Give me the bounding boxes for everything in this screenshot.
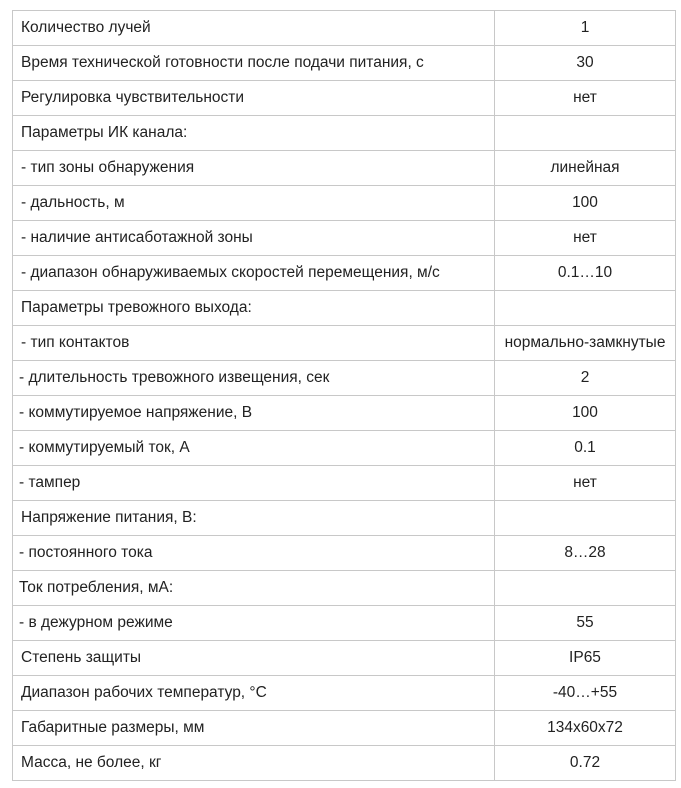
parameter-cell: Параметры ИК канала: bbox=[13, 116, 495, 151]
value-cell bbox=[495, 571, 676, 606]
parameter-cell: - длительность тревожного извещения, сек bbox=[13, 361, 495, 396]
table-row bbox=[13, 536, 676, 571]
table-row bbox=[13, 746, 676, 781]
table-row bbox=[13, 571, 676, 606]
table-row bbox=[13, 431, 676, 466]
value-cell bbox=[495, 501, 676, 536]
parameter-cell: - в дежурном режиме bbox=[13, 606, 495, 641]
value-cell: 30 bbox=[495, 46, 676, 81]
parameter-cell: - коммутируемое напряжение, В bbox=[13, 396, 495, 431]
table-row bbox=[13, 396, 676, 431]
parameter-cell: Регулировка чувствительности bbox=[13, 81, 495, 116]
parameter-cell: - тампер bbox=[13, 466, 495, 501]
table-row bbox=[13, 186, 676, 221]
value-cell bbox=[495, 291, 676, 326]
parameter-cell: - диапазон обнаруживаемых скоростей перемещения, м/с bbox=[13, 256, 495, 291]
table-row bbox=[13, 151, 676, 186]
parameter-cell: - тип контактов bbox=[13, 326, 495, 361]
parameter-cell: - наличие антисаботажной зоны bbox=[13, 221, 495, 256]
table-row bbox=[13, 711, 676, 746]
value-cell: нормально-замкнутые bbox=[495, 326, 676, 361]
value-cell: 8…28 bbox=[495, 536, 676, 571]
value-cell: IP65 bbox=[495, 641, 676, 676]
value-cell: 0.1…10 bbox=[495, 256, 676, 291]
parameter-cell: Диапазон рабочих температур, °С bbox=[13, 676, 495, 711]
table-row bbox=[13, 361, 676, 396]
table-row bbox=[13, 466, 676, 501]
table-row bbox=[13, 221, 676, 256]
value-cell: 134х60х72 bbox=[495, 711, 676, 746]
parameter-cell: - тип зоны обнаружения bbox=[13, 151, 495, 186]
value-cell: -40…+55 bbox=[495, 676, 676, 711]
table-row bbox=[13, 256, 676, 291]
table-row bbox=[13, 291, 676, 326]
table-row bbox=[13, 641, 676, 676]
parameter-cell: - дальность, м bbox=[13, 186, 495, 221]
table-row bbox=[13, 116, 676, 151]
parameter-cell: Напряжение питания, В: bbox=[13, 501, 495, 536]
parameter-cell: Масса, не более, кг bbox=[13, 746, 495, 781]
value-cell: 100 bbox=[495, 186, 676, 221]
parameter-cell: - коммутируемый ток, А bbox=[13, 431, 495, 466]
parameter-cell: Параметры тревожного выхода: bbox=[13, 291, 495, 326]
specifications-table-body bbox=[13, 11, 676, 781]
table-row bbox=[13, 326, 676, 361]
parameter-cell: - постоянного тока bbox=[13, 536, 495, 571]
value-cell: 0.1 bbox=[495, 431, 676, 466]
table-row bbox=[13, 606, 676, 641]
parameter-cell: Ток потребления, мА: bbox=[13, 571, 495, 606]
table-row bbox=[13, 676, 676, 711]
value-cell bbox=[495, 116, 676, 151]
parameter-cell: Габаритные размеры, мм bbox=[13, 711, 495, 746]
parameter-cell: Степень защиты bbox=[13, 641, 495, 676]
value-cell: линейная bbox=[495, 151, 676, 186]
value-cell: нет bbox=[495, 81, 676, 116]
parameter-cell: Количество лучей bbox=[13, 11, 495, 46]
value-cell: 100 bbox=[495, 396, 676, 431]
value-cell: 2 bbox=[495, 361, 676, 396]
table-row bbox=[13, 11, 676, 46]
value-cell: нет bbox=[495, 221, 676, 256]
value-cell: 55 bbox=[495, 606, 676, 641]
parameter-cell: Время технической готовности после подачи питания, с bbox=[13, 46, 495, 81]
table-row bbox=[13, 501, 676, 536]
table-row bbox=[13, 46, 676, 81]
specifications-table bbox=[12, 10, 676, 781]
value-cell: 0.72 bbox=[495, 746, 676, 781]
value-cell: 1 bbox=[495, 11, 676, 46]
table-row bbox=[13, 81, 676, 116]
value-cell: нет bbox=[495, 466, 676, 501]
